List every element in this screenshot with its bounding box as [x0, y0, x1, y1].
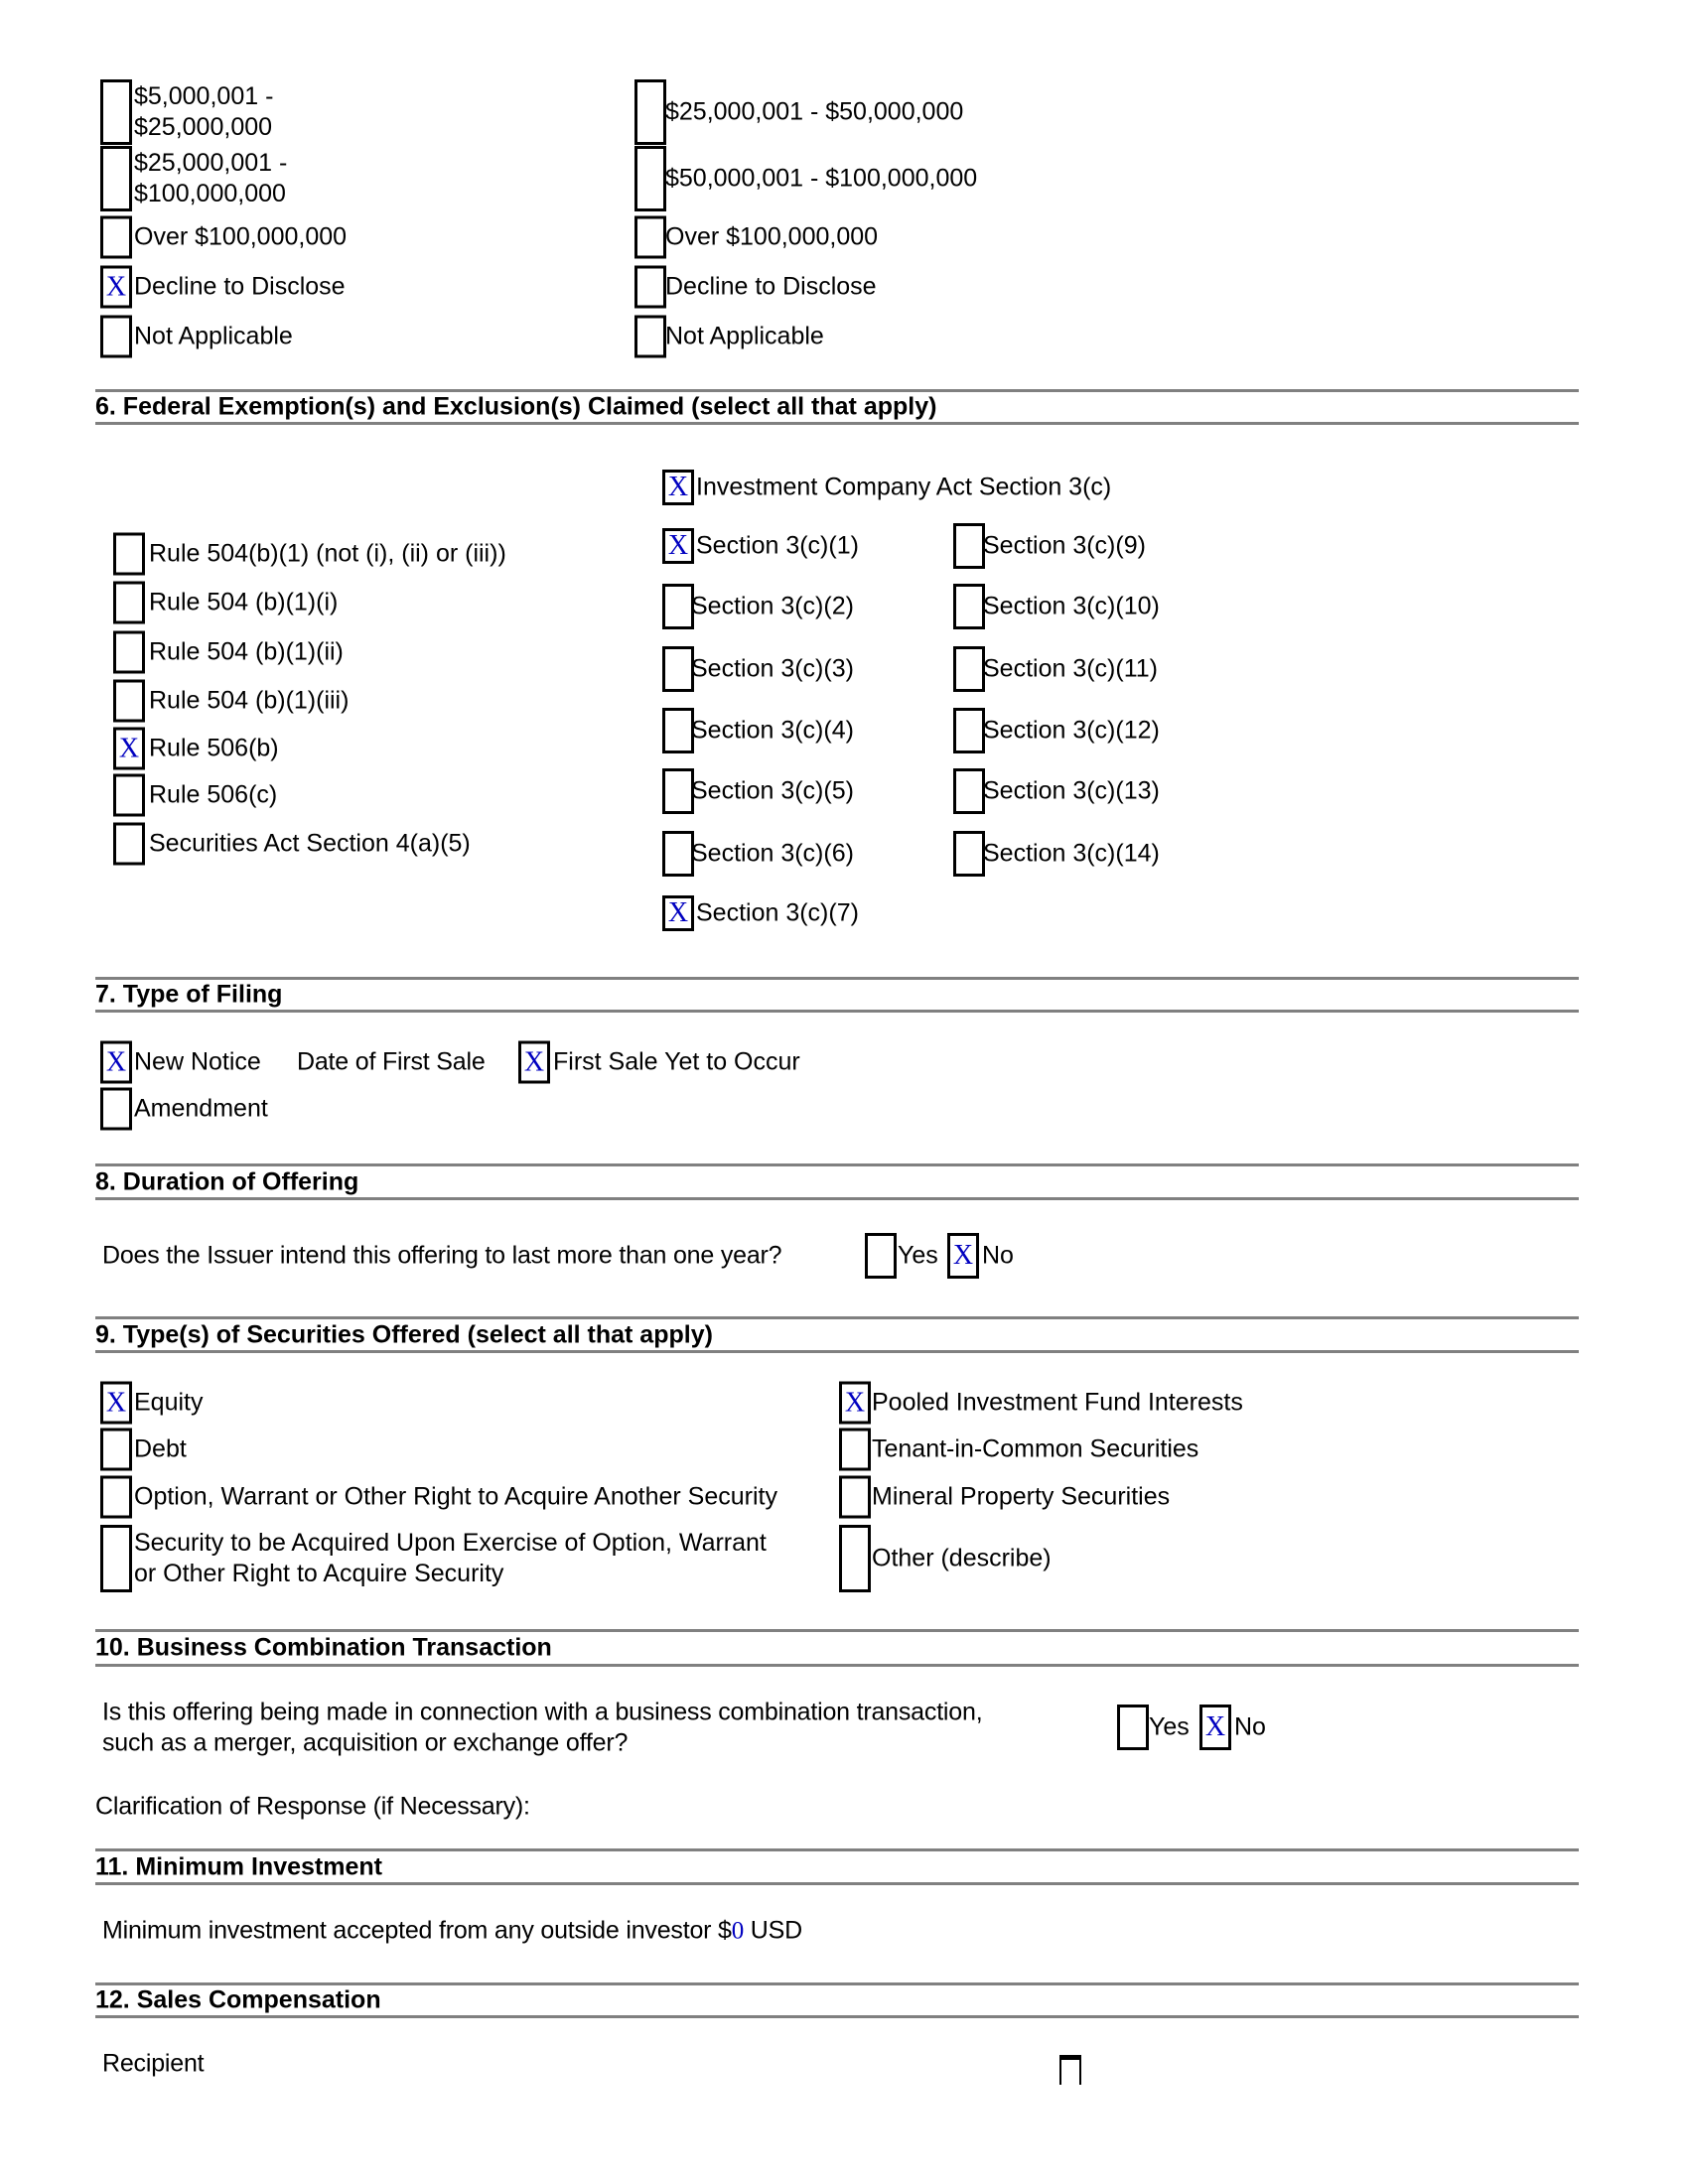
section-11-header	[95, 1848, 1579, 1885]
exclusion-section-label: Section 3(c)(14)	[983, 839, 1160, 868]
range-left-label: Over $100,000,000	[134, 222, 348, 251]
exclusion-section-checkbox[interactable]	[953, 831, 985, 877]
exclusion-section-label: Section 3(c)(4)	[691, 716, 854, 745]
recipient-checkbox[interactable]	[1059, 2055, 1081, 2085]
exclusion-section-label: Section 3(c)(5)	[691, 776, 854, 805]
amendment-checkbox[interactable]	[100, 1088, 132, 1131]
range-right-label: $25,000,001 - $50,000,000	[665, 97, 964, 126]
exclusion-section-label: Section 3(c)(12)	[983, 716, 1160, 745]
exclusion-section-label: Section 3(c)(1)	[696, 531, 859, 560]
section-title: 10. Business Combination Transaction	[95, 1633, 552, 1662]
exemption-rule-checkbox[interactable]	[113, 823, 145, 866]
section-title: 8. Duration of Offering	[95, 1167, 359, 1195]
exclusion-section-checkbox[interactable]	[662, 831, 694, 877]
check-mark-icon: X	[118, 733, 140, 763]
range-right-checkbox[interactable]	[634, 79, 666, 145]
check-mark-icon: X	[844, 1387, 866, 1418]
duration-yes-label: Yes	[898, 1241, 938, 1270]
check-mark-icon: X	[667, 897, 689, 928]
minimum-investment-text	[102, 1916, 802, 1947]
exclusion-section-checkbox[interactable]	[662, 768, 694, 814]
duration-question: Does the Issuer intend this offering to last more than one year?	[102, 1241, 782, 1270]
exemption-rule-checkbox[interactable]	[113, 680, 145, 723]
exemption-rule-label: Rule 506(b)	[149, 734, 279, 762]
exclusion-section-label: Section 3(c)(13)	[983, 776, 1160, 805]
security-type-label: Equity	[134, 1388, 204, 1417]
exemption-rule-checkbox[interactable]	[113, 728, 145, 770]
range-left-checkbox[interactable]	[100, 146, 132, 211]
section-title: 9. Type(s) of Securities Offered (select all that apply)	[95, 1320, 713, 1348]
exclusion-section-label: Section 3(c)(7)	[696, 898, 859, 927]
date-of-first-sale-label: Date of First Sale	[297, 1047, 486, 1076]
exclusion-section-checkbox[interactable]	[953, 708, 985, 753]
recipient-label: Recipient	[102, 2049, 205, 2078]
exclusion-section-checkbox[interactable]	[953, 646, 985, 692]
security-type-checkbox[interactable]	[839, 1429, 871, 1471]
section-8-header	[95, 1163, 1579, 1200]
section-title: 12. Sales Compensation	[95, 1985, 381, 2014]
business-combination-no-label: No	[1234, 1712, 1266, 1741]
investment-company-act-label: Investment Company Act Section 3(c)	[696, 473, 1112, 501]
range-left-label: $25,000,001 - $100,000,000	[134, 149, 288, 207]
check-mark-icon: X	[667, 472, 689, 502]
check-mark-icon: X	[105, 1046, 127, 1077]
check-mark-icon: X	[523, 1046, 545, 1077]
security-type-label: Security to be Acquired Upon Exercise of Option, Warrant or Other Right to Acquire Security	[134, 1529, 767, 1587]
security-type-label: Debt	[134, 1434, 187, 1463]
exclusion-section-label: Section 3(c)(11)	[983, 654, 1158, 683]
exemption-rule-label: Rule 504(b)(1) (not (i), (ii) or (iii))	[149, 539, 506, 568]
security-type-label: Pooled Investment Fund Interests	[872, 1388, 1243, 1417]
exclusion-section-label: Section 3(c)(9)	[983, 531, 1146, 560]
exemption-rule-label: Rule 504 (b)(1)(iii)	[149, 686, 350, 715]
check-mark-icon: X	[1204, 1711, 1226, 1742]
exemption-rule-checkbox[interactable]	[113, 631, 145, 674]
exclusion-section-label: Section 3(c)(3)	[691, 654, 854, 683]
exclusion-section-checkbox[interactable]	[662, 528, 694, 564]
range-left-checkbox[interactable]	[100, 316, 132, 358]
first-sale-yet-to-occur-label: First Sale Yet to Occur	[553, 1047, 800, 1076]
range-left-checkbox[interactable]	[100, 79, 132, 145]
exemption-rule-label: Rule 506(c)	[149, 780, 278, 809]
check-mark-icon: X	[105, 271, 127, 302]
business-combination-no-checkbox[interactable]	[1199, 1705, 1231, 1750]
security-type-checkbox[interactable]	[100, 1525, 132, 1592]
range-left-label: Decline to Disclose	[134, 272, 346, 301]
exclusion-section-label: Section 3(c)(2)	[691, 592, 854, 620]
range-left-label: $5,000,001 - $25,000,000	[134, 82, 274, 141]
exemption-rule-checkbox[interactable]	[113, 774, 145, 817]
business-combination-question-line2: such as a merger, acquisition or exchange offer?	[102, 1728, 629, 1757]
new-notice-label: New Notice	[134, 1047, 261, 1076]
duration-no-checkbox[interactable]	[947, 1233, 979, 1279]
exemption-rule-checkbox[interactable]	[113, 533, 145, 576]
amendment-label: Amendment	[134, 1094, 268, 1123]
security-type-checkbox[interactable]	[839, 1476, 871, 1519]
business-combination-yes-checkbox[interactable]	[1117, 1705, 1149, 1750]
first-sale-yet-to-occur-checkbox[interactable]	[518, 1041, 550, 1084]
check-mark-icon: X	[105, 1387, 127, 1418]
security-type-label: Tenant-in-Common Securities	[872, 1434, 1199, 1463]
exclusion-section-label: Section 3(c)(10)	[983, 592, 1160, 620]
business-combination-question-line1: Is this offering being made in connection with a business combination transaction,	[102, 1698, 983, 1726]
exemption-rule-label: Rule 504 (b)(1)(i)	[149, 588, 339, 616]
clarification-label: Clarification of Response (if Necessary):	[95, 1792, 530, 1821]
security-type-label: Other (describe)	[872, 1544, 1052, 1572]
range-left-checkbox[interactable]	[100, 216, 132, 259]
range-right-checkbox[interactable]	[634, 316, 666, 358]
range-right-label: Decline to Disclose	[665, 272, 877, 301]
exclusion-section-checkbox[interactable]	[662, 708, 694, 753]
range-right-checkbox[interactable]	[634, 216, 666, 259]
security-type-checkbox[interactable]	[839, 1382, 871, 1425]
range-right-label: Not Applicable	[665, 322, 824, 350]
exclusion-section-checkbox[interactable]	[953, 523, 985, 569]
duration-yes-checkbox[interactable]	[865, 1233, 897, 1279]
security-type-checkbox[interactable]	[100, 1476, 132, 1519]
investment-company-act-checkbox[interactable]	[662, 470, 694, 505]
currency-unit: USD	[750, 1916, 802, 1945]
security-type-label: Mineral Property Securities	[872, 1482, 1171, 1511]
exemption-rule-label: Rule 504 (b)(1)(ii)	[149, 637, 344, 666]
security-type-checkbox[interactable]	[839, 1525, 871, 1592]
exclusion-section-label: Section 3(c)(6)	[691, 839, 854, 868]
security-type-checkbox[interactable]	[100, 1382, 132, 1425]
range-right-label: Over $100,000,000	[665, 222, 879, 251]
duration-no-label: No	[982, 1241, 1014, 1270]
minimum-investment-value: 0	[731, 1917, 745, 1945]
exemption-rule-label: Securities Act Section 4(a)(5)	[149, 829, 471, 858]
range-left-label: Not Applicable	[134, 322, 293, 350]
exclusion-section-checkbox[interactable]	[953, 584, 985, 629]
exclusion-section-checkbox[interactable]	[662, 646, 694, 692]
check-mark-icon: X	[667, 530, 689, 561]
range-right-label: $50,000,001 - $100,000,000	[665, 164, 978, 193]
security-type-label: Option, Warrant or Other Right to Acquire Another Security	[134, 1482, 777, 1511]
section-10-header	[95, 1629, 1579, 1667]
exclusion-section-checkbox[interactable]	[662, 584, 694, 629]
exemption-rule-checkbox[interactable]	[113, 582, 145, 624]
section-title: 11. Minimum Investment	[95, 1852, 382, 1880]
business-combination-yes-label: Yes	[1149, 1712, 1190, 1741]
section-title: 6. Federal Exemption(s) and Exclusion(s) Claimed (select all that apply)	[95, 392, 937, 421]
exclusion-section-checkbox[interactable]	[953, 768, 985, 814]
section-7-header	[95, 977, 1579, 1013]
minimum-investment-label: Minimum investment accepted from any outside investor $	[102, 1916, 732, 1945]
exclusion-section-checkbox[interactable]	[662, 895, 694, 931]
check-mark-icon: X	[952, 1240, 974, 1271]
section-12-header	[95, 1982, 1579, 2018]
new-notice-checkbox[interactable]	[100, 1041, 132, 1084]
security-type-checkbox[interactable]	[100, 1429, 132, 1471]
section-9-header	[95, 1316, 1579, 1353]
section-title: 7. Type of Filing	[95, 980, 283, 1009]
range-right-checkbox[interactable]	[634, 266, 666, 309]
range-right-checkbox[interactable]	[634, 146, 666, 211]
section-6-header	[95, 389, 1579, 425]
range-left-checkbox[interactable]	[100, 266, 132, 309]
